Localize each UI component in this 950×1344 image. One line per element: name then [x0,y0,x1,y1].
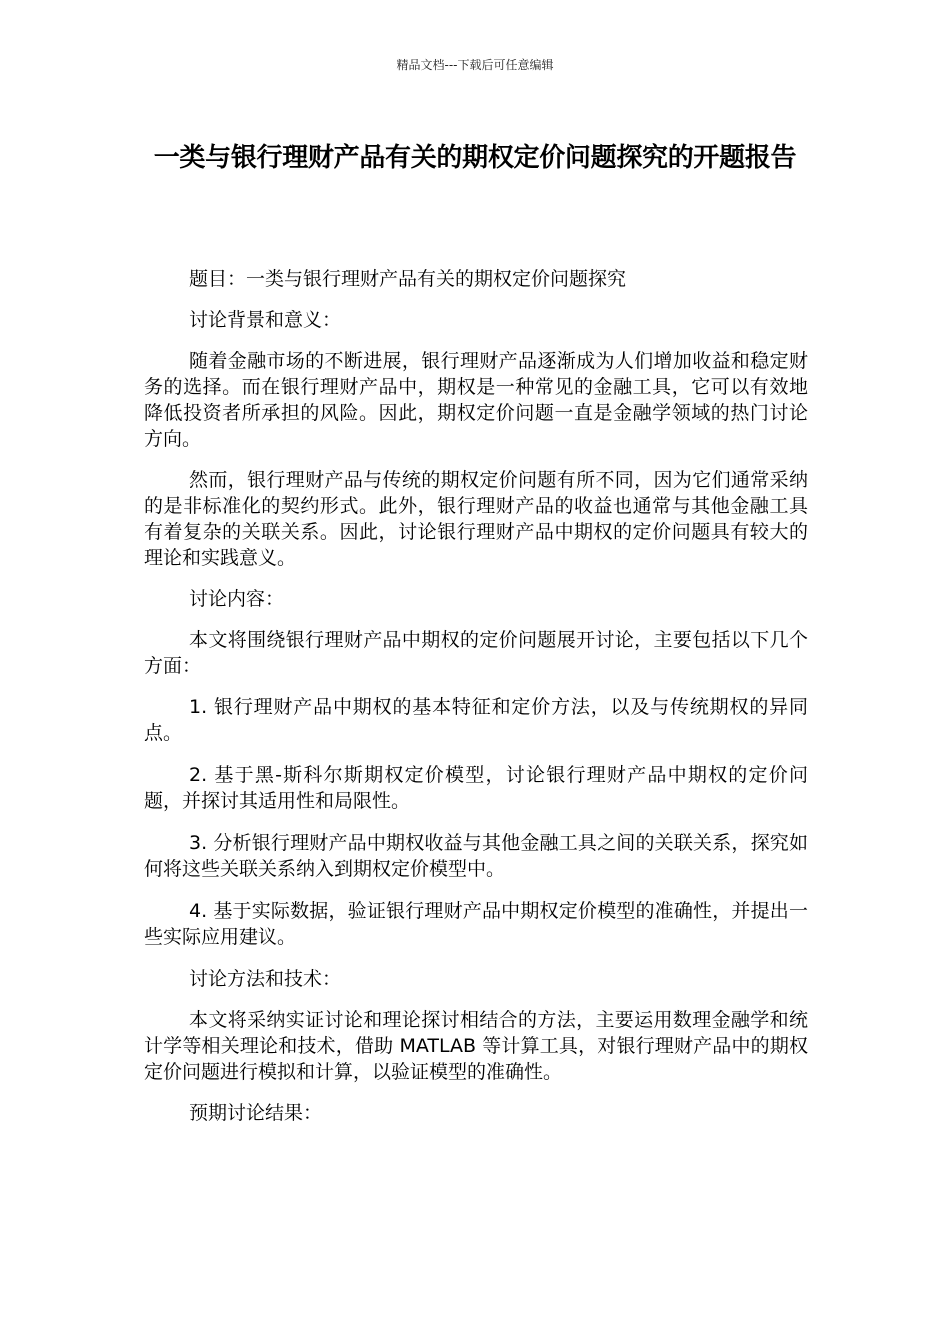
content-list-item: 3. 分析银行理财产品中期权收益与其他金融工具之间的关联关系，探究如何将这些关联关系纳入到期权定价模型中。 [144,832,808,880]
content-list-item: 1. 银行理财产品中期权的基本特征和定价方法，以及与传统期权的异同点。 [144,696,808,744]
topic-line: 题目：一类与银行理财产品有关的期权定价问题探究 [189,268,627,290]
document-body [144,266,808,1141]
results-heading: 预期讨论结果： [189,1102,323,1124]
content-list-item: 2. 基于黑-斯科尔斯期权定价模型，讨论银行理财产品中期权的定价问题，并探讨其适用性和局限性。 [144,764,808,812]
content-heading: 讨论内容： [189,588,285,610]
methods-paragraph: 本文将采纳实证讨论和理论探讨相结合的方法，主要运用数理金融学和统计学等相关理论和技术，借助 MATLAB 等计算工具，对银行理财产品中的期权定价问题进行模拟和计算，以验证模型的准确性。 [144,1009,808,1083]
content-list-item: 4. 基于实际数据，验证银行理财产品中期权定价模型的准确性，并提出一些实际应用建议。 [144,900,808,948]
content-intro-paragraph: 本文将围绕银行理财产品中期权的定价问题展开讨论，主要包括以下几个方面： [144,629,808,677]
methods-heading: 讨论方法和技术： [189,968,342,990]
document-title: 一类与银行理财产品有关的期权定价问题探究的开题报告 [153,143,797,173]
background-paragraph-2: 然而，银行理财产品与传统的期权定价问题有所不同，因为它们通常采纳的是非标准化的契约形式。此外，银行理财产品的收益也通常与其他金融工具有着复杂的关联关系。因此，讨论银行理财产品中期权的定价问题具有较大的理论和实践意义。 [144,469,808,569]
background-heading: 讨论背景和意义： [189,309,342,331]
header-note: 精品文档---下载后可任意编辑 [396,58,554,72]
background-paragraph-1: 随着金融市场的不断进展，银行理财产品逐渐成为人们增加收益和稳定财务的选择。而在银行理财产品中，期权是一种常见的金融工具，它可以有效地降低投资者所承担的风险。因此，期权定价问题一直是金融学领域的热门讨论方向。 [144,350,808,450]
